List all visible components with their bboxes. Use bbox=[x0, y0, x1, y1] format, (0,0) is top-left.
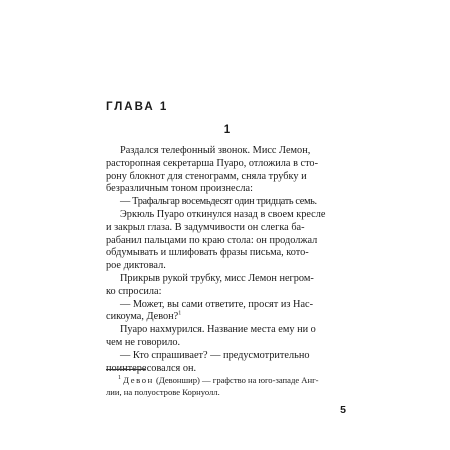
paragraph-line: рону блокнот для стенограмм, сняла трубку и bbox=[106, 170, 307, 182]
paragraph-line: поинтересовался он. bbox=[106, 362, 197, 374]
footnote-ref[interactable]: 1 bbox=[178, 310, 182, 317]
paragraph-line: и закрыл глаза. В задумчивости он слегка ба- bbox=[106, 221, 305, 233]
paragraph-text: сикоума, Девон? bbox=[106, 311, 179, 323]
paragraph-line bbox=[106, 311, 344, 324]
footnote-text: (Девоншир) — графство на юго-западе Анг- bbox=[153, 375, 319, 385]
chapter-heading: ГЛАВА 1 bbox=[106, 101, 169, 113]
paragraph-line: — Кто спрашивает? — предусмотрительно bbox=[120, 349, 310, 361]
footnote-line: лии, на полуострове Корнуолл. bbox=[106, 386, 220, 397]
paragraph-line: — Может, вы сами ответите, просят из Нас- bbox=[120, 298, 314, 310]
paragraph-line: Прикрыв рукой трубку, мисс Лемон негром- bbox=[120, 272, 314, 284]
footnote-term: Девон bbox=[123, 375, 154, 385]
footnote-marker: 1 bbox=[118, 375, 121, 382]
paragraph-line: обдумывать и шлифовать фразы письма, кото- bbox=[106, 247, 309, 259]
paragraph-line: Эркюль Пуаро откинулся назад в своем кресле bbox=[120, 208, 326, 220]
paragraph-line: Пуаро нахмурился. Название места ему ни о bbox=[120, 324, 316, 336]
footnote bbox=[106, 375, 346, 398]
body-text bbox=[106, 145, 344, 375]
paragraph-line: чем не говорило. bbox=[106, 336, 181, 348]
section-number: 1 bbox=[223, 124, 231, 136]
paragraph-line: безразличным тоном произнесла: bbox=[106, 183, 253, 195]
paragraph-line: — Трафальгар восемьдесят один тридцать семь. bbox=[120, 196, 317, 208]
paragraph-line: ко спросила: bbox=[106, 285, 162, 297]
page-number: 5 bbox=[340, 404, 346, 416]
paragraph-line: рабанил пальцами по краю стола: он продолжал bbox=[106, 234, 318, 246]
paragraph-line: расторопная секретарша Пуаро, отложила в сто- bbox=[106, 157, 319, 169]
paragraph-line: рое диктовал. bbox=[106, 260, 166, 272]
footnote-divider bbox=[106, 369, 146, 370]
paragraph-line: Раздался телефонный звонок. Мисс Лемон, bbox=[120, 145, 311, 156]
footnote-line bbox=[106, 375, 346, 387]
